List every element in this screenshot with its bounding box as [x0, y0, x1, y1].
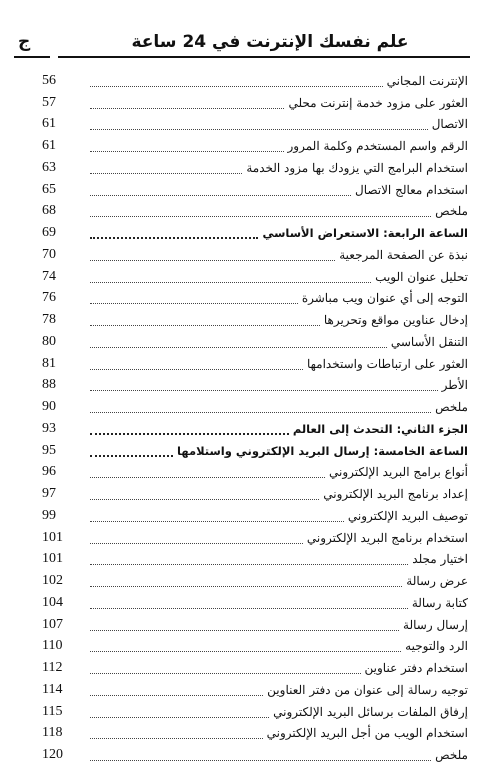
- toc-entry-row: [38, 353, 468, 375]
- toc-page-number: 61: [42, 116, 56, 132]
- toc-entry-title: توجيه رسالة إلى عنوان من دفتر العناوين: [267, 682, 468, 697]
- toc-entry-title: استخدام برنامج البريد الإلكتروني: [306, 530, 468, 545]
- toc-entry-title: التنقل الأساسي: [390, 334, 468, 349]
- table-of-contents: [38, 70, 468, 766]
- toc-page-number: 118: [42, 725, 63, 741]
- toc-entry-row: [38, 244, 468, 266]
- dot-leader: [90, 748, 431, 761]
- dot-leader: [90, 705, 269, 718]
- toc-entry-row: [38, 614, 468, 636]
- toc-entry-title: توصيف البريد الإلكتروني: [347, 508, 468, 523]
- header-rule-right: [58, 56, 470, 58]
- dot-leader: [90, 248, 335, 261]
- toc-page-number: 78: [42, 312, 56, 328]
- dot-leader: [90, 270, 371, 283]
- page-marker: ج: [18, 32, 31, 52]
- toc-chapter-row: [38, 440, 468, 462]
- toc-entry-title: العثور على ارتباطات واستخدامها: [306, 356, 468, 371]
- toc-entry-row: [38, 331, 468, 353]
- toc-chapter-row: [38, 222, 468, 244]
- toc-entry-title: استخدام معالج الاتصال: [354, 182, 468, 197]
- toc-entry-row: [38, 288, 468, 310]
- toc-entry-row: [38, 201, 468, 223]
- toc-entry-title: تحليل عنوان الويب: [375, 269, 468, 284]
- toc-entry-title: الرد والتوجيه: [405, 639, 468, 654]
- toc-entry-row: [38, 744, 468, 766]
- dot-leader: [90, 313, 320, 326]
- toc-page-number: 114: [42, 681, 63, 697]
- dot-leader: [90, 335, 387, 348]
- toc-chapter-title: الساعة الخامسة: إرسال البريد الإلكتروني واستلامها: [177, 443, 468, 458]
- dot-leader: [90, 400, 431, 413]
- toc-entry-title: ملخص: [435, 204, 468, 219]
- dot-leader: [90, 357, 303, 370]
- dot-leader: [90, 421, 289, 435]
- toc-entry-row: [38, 549, 468, 571]
- dot-leader: [90, 204, 431, 217]
- toc-entry-title: استخدام البرامج التي يزودك بها مزود الخدمة: [246, 160, 468, 175]
- toc-entry-row: [38, 592, 468, 614]
- toc-page-number: 110: [42, 638, 63, 654]
- dot-leader: [90, 639, 401, 652]
- dot-leader: [90, 661, 361, 674]
- dot-leader: [90, 291, 298, 304]
- dot-leader: [90, 96, 284, 109]
- toc-entry-row: [38, 70, 468, 92]
- dot-leader: [90, 596, 408, 609]
- toc-page-number: 102: [42, 573, 63, 589]
- dot-leader: [90, 465, 325, 478]
- dot-leader: [90, 618, 399, 631]
- toc-page-number: 68: [42, 203, 56, 219]
- dot-leader: [90, 139, 284, 152]
- book-title: علم نفسك الإنترنت في 24 ساعة: [131, 32, 409, 52]
- toc-page-number: 101: [42, 551, 63, 567]
- toc-page-number: 99: [42, 507, 56, 523]
- toc-page-number: 80: [42, 333, 56, 349]
- toc-entry-title: الإنترنت المجاني: [386, 73, 468, 88]
- toc-entry-row: [38, 396, 468, 418]
- toc-entry-title: إعداد برنامج البريد الإلكتروني: [323, 487, 468, 502]
- toc-entry-row: [38, 375, 468, 397]
- toc-page-number: 69: [42, 225, 56, 241]
- toc-entry-title: إرسال رسالة: [403, 617, 468, 632]
- toc-entry-title: ملخص: [435, 400, 468, 415]
- toc-page-number: 120: [42, 747, 63, 763]
- toc-page-number: 61: [42, 138, 56, 154]
- dot-leader: [90, 683, 263, 696]
- dot-leader: [90, 183, 351, 196]
- toc-chapter-title: الساعة الرابعة: الاستعراض الأساسي: [262, 226, 468, 241]
- dot-leader: [90, 378, 438, 391]
- page-header: [0, 30, 500, 60]
- dot-leader: [90, 726, 263, 739]
- toc-entry-row: [38, 483, 468, 505]
- toc-chapter-row: [38, 418, 468, 440]
- toc-page-number: 95: [42, 442, 56, 458]
- toc-entry-title: استخدام الويب من أجل البريد الإلكتروني: [266, 726, 468, 741]
- toc-entry-row: [38, 723, 468, 745]
- header-rule-left: [14, 56, 50, 58]
- toc-entry-row: [38, 701, 468, 723]
- toc-entry-row: [38, 636, 468, 658]
- toc-entry-row: [38, 527, 468, 549]
- toc-entry-title: العثور على مزود خدمة إنترنت محلي: [288, 95, 468, 110]
- toc-entry-title: اختيار مجلد: [412, 552, 468, 567]
- toc-entry-title: أنواع برامج البريد الإلكتروني: [329, 465, 468, 480]
- toc-page-number: 93: [42, 420, 56, 436]
- toc-page-number: 57: [42, 94, 56, 110]
- toc-entry-row: [38, 92, 468, 114]
- toc-page-number: 90: [42, 399, 56, 415]
- toc-entry-title: ملخص: [435, 748, 468, 763]
- toc-chapter-title: الجزء الثاني: التحدث إلى العالم: [292, 421, 468, 436]
- toc-entry-row: [38, 657, 468, 679]
- toc-entry-row: [38, 114, 468, 136]
- toc-page-number: 56: [42, 72, 56, 88]
- dot-leader: [90, 509, 344, 522]
- toc-entry-title: الاتصال: [431, 117, 468, 132]
- toc-page-number: 76: [42, 290, 56, 306]
- toc-page-number: 104: [42, 594, 63, 610]
- toc-page-number: 70: [42, 246, 56, 262]
- toc-entry-title: إرفاق الملفات برسائل البريد الإلكتروني: [273, 704, 468, 719]
- toc-page-number: 63: [42, 159, 56, 175]
- toc-page-number: 96: [42, 464, 56, 480]
- toc-page-number: 88: [42, 377, 56, 393]
- dot-leader: [90, 487, 319, 500]
- dot-leader: [90, 552, 408, 565]
- toc-page-number: 101: [42, 529, 63, 545]
- toc-entry-row: [38, 266, 468, 288]
- toc-entry-row: [38, 157, 468, 179]
- dot-leader: [90, 531, 303, 544]
- dot-leader: [90, 574, 402, 587]
- toc-page-number: 74: [42, 268, 56, 284]
- dot-leader: [90, 443, 173, 457]
- toc-page-number: 97: [42, 486, 56, 502]
- toc-entry-row: [38, 462, 468, 484]
- toc-page-number: 115: [42, 703, 63, 719]
- toc-entry-title: الرقم واسم المستخدم وكلمة المرور: [287, 139, 468, 154]
- toc-entry-title: نبذة عن الصفحة المرجعية: [339, 247, 468, 262]
- dot-leader: [90, 225, 258, 239]
- toc-entry-title: إدخال عناوين مواقع وتحريرها: [323, 313, 468, 328]
- toc-page-number: 81: [42, 355, 56, 371]
- toc-entry-row: [38, 505, 468, 527]
- toc-entry-title: استخدام دفتر عناوين: [364, 661, 468, 676]
- toc-entry-row: [38, 135, 468, 157]
- toc-entry-title: كتابة رسالة: [411, 595, 468, 610]
- toc-entry-row: [38, 570, 468, 592]
- toc-entry-title: التوجه إلى أي عنوان ويب مباشرة: [301, 291, 468, 306]
- toc-page-number: 112: [42, 660, 63, 676]
- toc-entry-row: [38, 309, 468, 331]
- toc-entry-row: [38, 679, 468, 701]
- toc-entry-title: عرض رسالة: [406, 574, 468, 589]
- dot-leader: [90, 74, 383, 87]
- toc-page-number: 107: [42, 616, 63, 632]
- dot-leader: [90, 161, 242, 174]
- toc-entry-title: الأطر: [441, 378, 468, 393]
- toc-page-number: 65: [42, 181, 56, 197]
- dot-leader: [90, 117, 428, 130]
- toc-entry-row: [38, 179, 468, 201]
